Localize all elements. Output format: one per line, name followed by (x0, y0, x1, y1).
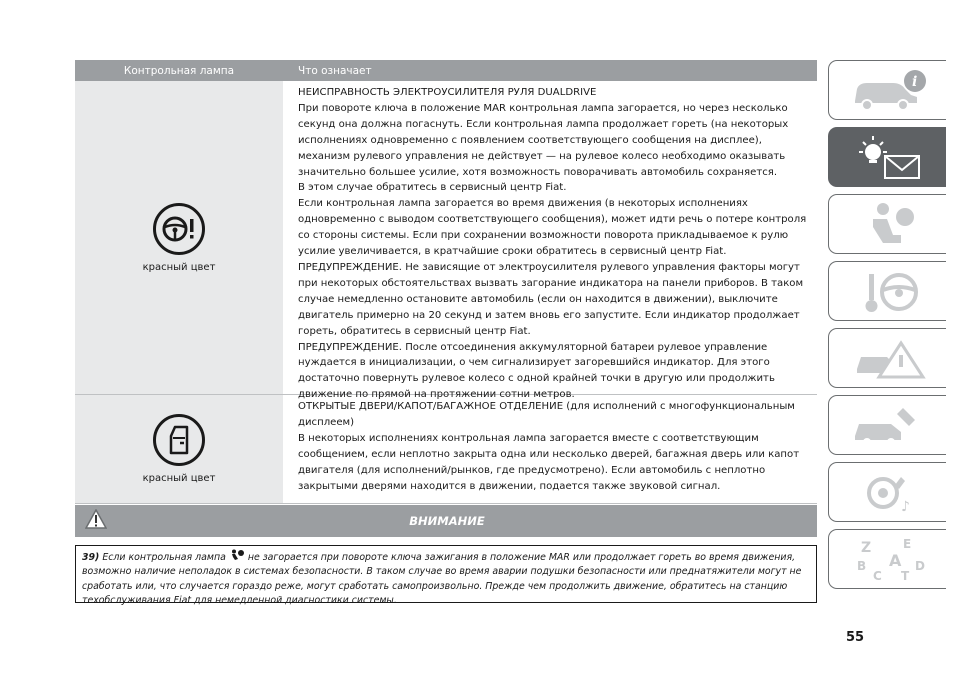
alphabetical-index-icon (843, 534, 933, 584)
lamp-cell (75, 395, 283, 503)
chapter-tabs (828, 60, 946, 596)
technical-data-icon (843, 467, 933, 517)
meaning-title: ОТКРЫТЫЕ ДВЕРИ/КАПОТ/БАГАЖНОЕ ОТДЕЛЕНИЕ (для исполнений с многофункциональным дисплеем) (298, 401, 795, 428)
svg-text:D: D (914, 559, 925, 573)
svg-text:B: B (856, 559, 866, 573)
key-steering-wheel-icon (843, 266, 933, 316)
warning-body (75, 545, 817, 606)
warning-light-message-icon (843, 132, 933, 182)
svg-text:A: A (888, 551, 901, 570)
tab-car-info[interactable] (828, 60, 946, 120)
tab-technical-data[interactable] (828, 462, 946, 522)
tab-maintenance[interactable] (828, 395, 946, 455)
warning-text: Если контрольная лампа (102, 552, 226, 563)
svg-text:T: T (900, 569, 909, 583)
warning-text: не загорается при повороте ключа зажигания в положение MAR или продолжает гореть во время движения, возможно наличие неполадок в системах безопасности. В таком случае во время аварии подушки безопасности или преднатяжители могут не сработать или, что случается гораздо реже, могут сработать самопроизвольно. Прежде чем продолжить движение, обратитесь на станцию техобслуживания Fiat для немедленной диагностики системы. (82, 552, 802, 606)
meaning-cell (283, 395, 817, 503)
warning-header (75, 505, 817, 537)
svg-text:C: C (872, 569, 882, 583)
lamp-cell (75, 81, 283, 394)
tab-index[interactable] (828, 529, 946, 589)
meaning-paragraph: Если контрольная лампа загорается во время движения (в некоторых исполнениях одновременно с выводом соответствующего сообщения), может идти речь о потере контроля со стороны системы. Если при сохранении возможности поворота прикладываемое к рулю усилие увеличивается, в кратчайшие сроки обратитесь в сервисный центр Fiat. (298, 198, 807, 258)
door-open-icon (153, 414, 205, 466)
lamp-color-label: красный цвет (142, 473, 216, 484)
airbag-icon (229, 552, 248, 563)
meaning-paragraph: В этом случае обратитесь в сервисный центр Fiat. (298, 182, 567, 194)
table-row (75, 81, 817, 401)
svg-text:E: E (902, 537, 911, 551)
svg-text:Z: Z (860, 540, 871, 556)
meaning-paragraph: В некоторых исполнениях контрольная лампа загорается вместе с соответствующим сообщением, если неплотно закрыта одна или несколько дверей, багажная дверь или капот двигателя (для исполнений/рынков, где предусмотрено). Если автомобиль с неплотно закрытыми дверями находится в движении, подается также звуковой сигнал. (298, 432, 800, 492)
warning-title: ВНИМАНИЕ (409, 514, 485, 528)
car-info-icon (843, 65, 933, 115)
car-maintenance-icon (843, 400, 933, 450)
meaning-cell (283, 81, 817, 401)
meaning-paragraph: ПРЕДУПРЕЖДЕНИЕ. Не зависящие от электроусилителя рулевого управления факторы могут при некоторых обстоятельствах вызвать загорание индикатора на панели приборов. В таком случае немедленно остановите автомобиль (если он находится в движении), выключите двигатель примерно на 20 секунд и затем вновь его запустите. Если индикатор продолжает гореть, обратитесь в сервисный центр Fiat. (298, 261, 804, 337)
warning-lights-table (75, 60, 817, 504)
tab-emergency[interactable] (828, 328, 946, 388)
header-lamp: Контрольная лампа (123, 64, 235, 77)
tab-warning-lights[interactable] (828, 127, 946, 187)
warning-triangle-icon (85, 509, 107, 533)
meaning-title: НЕИСПРАВНОСТЬ ЭЛЕКТРОУСИЛИТЕЛЯ РУЛЯ DUALDRIVE (298, 87, 597, 98)
lamp-color-label: красный цвет (142, 261, 216, 273)
svg-text:♪: ♪ (900, 499, 910, 515)
tab-starting-driving[interactable] (828, 261, 946, 321)
svg-text:i: i (911, 74, 917, 90)
meaning-paragraph: При повороте ключа в положение MAR контрольная лампа загорается, но через несколько секунд она должна погаснуть. Если контрольная лампа продолжает гореть (на некоторых исполнениях одновременно с появлением соответствующего сообщения на дисплее), механизм рулевого управления не действует — на рулевое колесо необходимо оказывать значительно большее усилие, хотя возможность поворачивать автомобиль сохраняется. (298, 102, 789, 178)
table-header (75, 60, 817, 81)
tab-safety[interactable] (828, 194, 946, 254)
note-number: 39) (82, 552, 100, 563)
meaning-paragraph: ПРЕДУПРЕЖДЕНИЕ. После отсоединения аккумуляторной батареи рулевое управление нуждается в инициализации, о чем сигнализирует загоревшийся индикатор. Для этого достаточно повернуть рулевое колесо с одной крайней точки в другую или продолжить движение по прямой на протяжении сотни метров. (298, 341, 775, 401)
steering-warning-icon (153, 203, 205, 255)
car-accident-icon (843, 333, 933, 383)
header-meaning: Что означает (298, 64, 372, 77)
table-row (75, 395, 817, 504)
seat-airbag-icon (843, 199, 933, 249)
page-number: 55 (846, 630, 865, 645)
